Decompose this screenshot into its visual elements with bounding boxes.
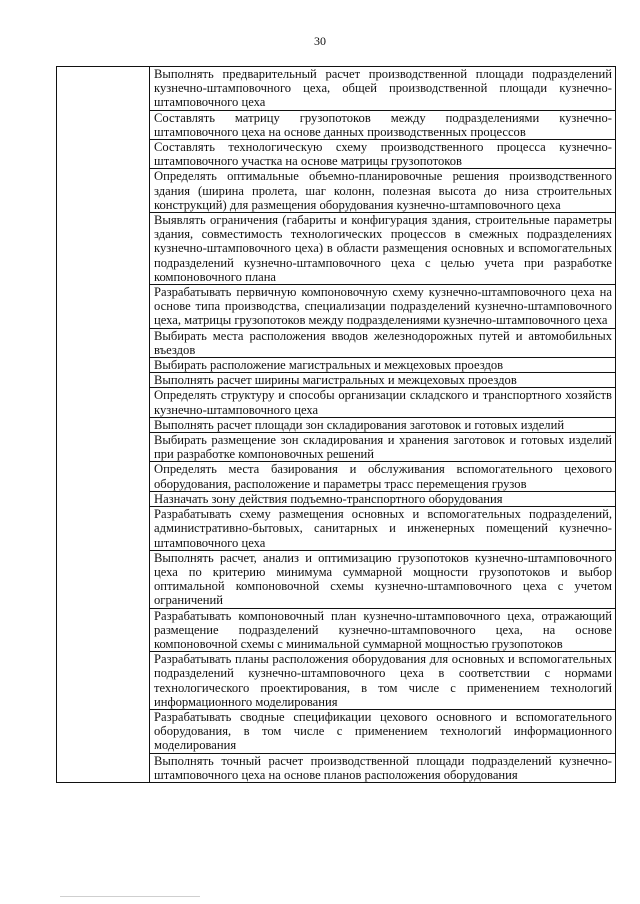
table-left-column-cell (57, 67, 150, 783)
table-cell (150, 140, 616, 169)
requirements-table (56, 66, 616, 783)
table-cell (150, 417, 616, 432)
table-cell (150, 328, 616, 357)
table-cell (150, 753, 616, 782)
table-cell (150, 462, 616, 491)
table-cell (150, 388, 616, 417)
table-cell-text: Разрабатывать первичную компоновочную схему кузнечно-штамповочного цеха на основе типа производства, специализации подразделений кузнечно-штамповочного цеха, матрицы грузопотоков между подразделениями кузнечно-штамповочного цеха (154, 285, 612, 328)
table-cell-text: Разрабатывать сводные спецификации цехового основного и вспомогательного оборудования, в том числе с применением технологий информационного моделирования (154, 709, 612, 753)
table-cell (150, 433, 616, 462)
table-cell (150, 608, 616, 652)
table-cell (150, 358, 616, 373)
table-cell-text: Разрабатывать схему размещения основных и вспомогательных подразделений, административно-бытовых, санитарных и инженерных помещений кузнечно-штамповочного цеха (154, 507, 612, 550)
table-cell-text: Выявлять ограничения (габариты и конфигурация здания, строительные параметры здания, совместимость технологических процессов в смежных подразделениях кузнечно-штамповочного цеха) в области размещения основных и вспомогательных подразделений кузнечно-штамповочного цеха с целью учета при разработке компоновочного плана (154, 213, 612, 284)
table-cell (150, 169, 616, 213)
table-cell (150, 550, 616, 608)
table-cell (150, 373, 616, 388)
page-number: 30 (314, 34, 326, 48)
table-cell (150, 491, 616, 506)
table-cell-text: Составлять матрицу грузопотоков между подразделениями кузнечно-штамповочного цеха на основе данных производственных процессов (154, 110, 612, 139)
table-cell (150, 213, 616, 285)
table-cell (150, 709, 616, 753)
table-cell-text: Выполнять точный расчет производственной площади подразделений кузнечно-штамповочного цеха на основе планов расположения оборудования (154, 753, 612, 782)
table-cell-text: Составлять технологическую схему производственного процесса кузнечно-штамповочного участка на основе матрицы грузопотоков (154, 140, 612, 169)
table-cell-text: Определять места базирования и обслуживания вспомогательного цехового оборудования, расположение и параметры трасс перемещения грузов (154, 462, 612, 491)
table-cell (150, 507, 616, 551)
table-row (57, 67, 616, 111)
table-cell-text: Разрабатывать компоновочный план кузнечно-штамповочного цеха, отражающий размещение подразделений кузнечно-штамповочного цеха, на основе компоновочной схемы с минимальной суммарной мощностью грузопотоков (154, 608, 612, 651)
table-cell-text: Выбирать расположение магистральных и межцеховых проездов (154, 358, 504, 373)
table-cell-text: Разрабатывать планы расположения оборудования для основных и вспомогательных подразделений кузнечно-штамповочного цеха в соответствии с нормами технологического проектирования, в том числе с применением технологий информационного моделирования (154, 652, 612, 709)
table-cell-text: Выполнять расчет, анализ и оптимизацию грузопотоков кузнечно-штамповочного цеха по критерию минимума суммарной мощности грузопотоков и выбор оптимальной компоновочной схемы кузнечно-штамповочного цеха с учетом ограничений (154, 550, 612, 608)
table-cell-text: Выбирать места расположения вводов железнодорожных путей и автомобильных въездов (154, 328, 612, 357)
table-cell-text: Выполнять расчет площади зон складирования заготовок и готовых изделий (154, 417, 565, 432)
table-cell (150, 110, 616, 139)
table-cell-text: Назначать зону действия подъемно-транспортного оборудования (154, 491, 503, 506)
table-cell-text: Выполнять расчет ширины магистральных и межцеховых проездов (154, 373, 517, 388)
table-cell (150, 67, 616, 111)
table-cell-text: Выбирать размещение зон складирования и хранения заготовок и готовых изделий при разработке компоновочных решений (154, 433, 612, 462)
table-cell-text: Выполнять предварительный расчет производственной площади подразделений кузнечно-штамповочного цеха, общей производственной площади кузнечно-штамповочного цеха (154, 67, 612, 110)
table-cell-text: Определять оптимальные объемно-планировочные решения производственного здания (ширина пролета, шаг колонн, полезная высота до низа строительных конструкций) для размещения оборудования кузнечно-штамповочного цеха (154, 169, 612, 212)
scan-artifact-line (60, 896, 200, 897)
table-cell (150, 652, 616, 710)
table-cell-text: Определять структуру и способы организации складского и транспортного хозяйств кузнечно-штамповочного цеха (154, 388, 612, 417)
table-cell (150, 285, 616, 329)
